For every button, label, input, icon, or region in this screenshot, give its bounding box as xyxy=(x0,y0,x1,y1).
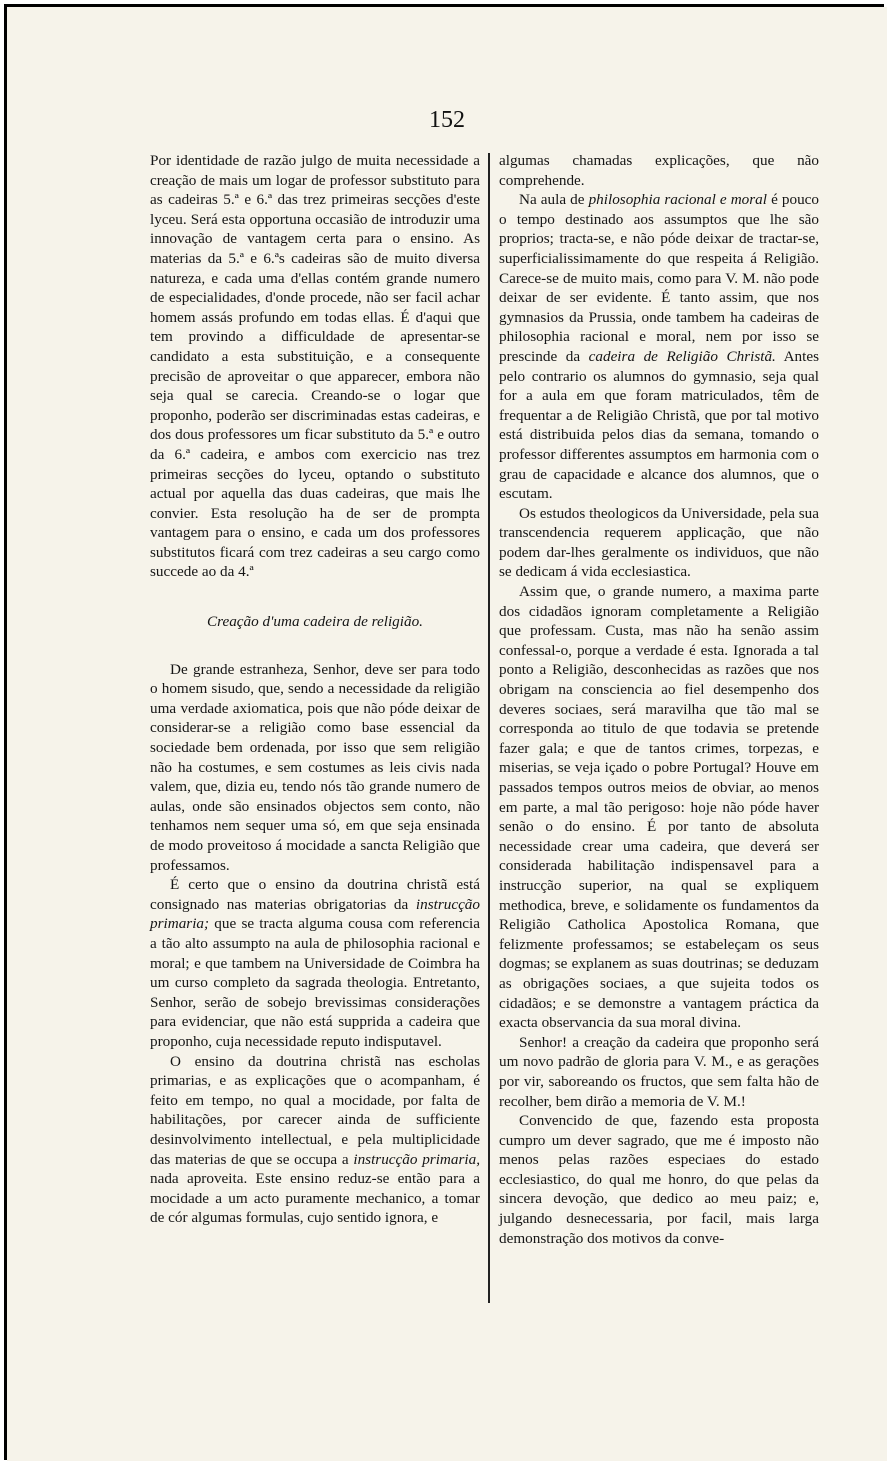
paragraph: Por identidade de razão julgo de muita necessidade a creação de mais um logar de professor substituto para as cadeiras 5.ª e 6.ª das trez primeiras secções d'este lyceu. Será esta opportuna occasião de introduzir uma innovação de vantagem certa para o ensino. As materias da 5.ª e 6.ªs cadeiras são de muito diversa natureza, e cada uma d'ellas contém grande numero de especialidades, d'onde procede, não ser facil achar homem assás profundo em todas ellas. É d'aqui que tem provindo a difficuldade de apresentar-se candidato a esta substituição, e a consequente precisão de aproveitar o que apparecer, embora não seja qual se carecia. Creando-se o logar que proponho, poderão ser discriminadas estas cadeiras, e dos dous professores um ficar substituto da 5.ª e outro da 6.ª cadeira, e ambos com exercicio nas trez primeiras secções do lyceu, optando o substituto actual por aquella das duas cadeiras, que mais lhe convier. Esta resolução ha de ser de prompta vantagem para o ensino, e cada um dos professores substitutos ficará com trez cadeiras a seu cargo como succede ao da 4.ª xyxy=(150,152,480,581)
column-divider xyxy=(488,153,490,1303)
paragraph: algumas chamadas explicações, que não comprehende. xyxy=(499,152,819,189)
paragraph: É certo que o ensino da doutrina christã está consignado nas materias obrigatorias da instrucção primaria; que se tracta alguma cousa com referencia a tão alto assumpto na aula de philosophia racional e moral; e que tambem na Universidade de Coimbra ha um curso completo da sagrada theologia. Entretanto, Senhor, serão de sobejo brevissimas considerações para evidenciar, que não está supprida a cadeira que proponho, cuja necessidade reputo indisputavel. xyxy=(150,876,481,1050)
paragraph: Assim que, o grande numero, a maxima parte dos cidadãos ignoram completamente a Religião que professam. Custa, mas não ha senão assim confessal-o, porque a verdade é esta. Ignorada a tal ponto a Religião, desconhecidas as razões que nos obrigam na consciencia ao fiel desempenho dos deveres sociaes, será maravilha que tão mal se corresponda ao titulo de que todavia se pretende fazer gala; e que de tantos crimes, torpezas, e miserias, se veja içado o pobre Portugal? Houve em passados tempos outros meios de obviar, ao menos em parte, a mal tão perigoso: hoje não póde haver senão o do ensino. É por tanto de absoluta necessidade crear uma cadeira, que deverá ser considerada habilitação indispensavel para a instrucção superior, na qual se expliquem methodica, breve, e solidamente os fundamentos da Religião Catholica Apostolica Romana, que felizmente professamos; se estabeleçam os seus dogmas; se explanem as suas doutrinas; se deduzam as obrigações sociaes, a que sujeita todos os cidadãos; e se demonstre a vantagem práctica da exacta observancia da sua moral divina. xyxy=(499,583,819,1032)
paragraph: Senhor! a creação da cadeira que proponho será um novo padrão de gloria para V. M., e as gerações por vir, saboreando os fructos, que sem falta hão de recolher, bem dirão a memoria de V. M.! xyxy=(499,1033,819,1110)
paragraph: Os estudos theologicos da Universidade, pela sua transcendencia requerem applicação, que não podem dar-lhes geralmente os individuos, que não se dedicam á vida ecclesiastica. xyxy=(499,504,819,581)
section-heading: Creação d'uma cadeira de religião. xyxy=(207,613,423,631)
scanned-page xyxy=(7,7,887,1461)
paragraph: De grande estranheza, Senhor, deve ser para todo o homem sisudo, que, sendo a necessidade da religião uma verdade axiomatica, pois que não póde deixar de considerar-se a religião como base essencial da sociedade bem ordenada, por isso que sem religião não ha costumes, e sem costumes as leis civis nada valem, que, dizia eu, tendo nós tão grande numero de aulas, onde são ensinados objectos sem conto, não tenhamos nem sequer uma só, em que seja ensinada de modo proveitoso á mocidade a sancta Religião que professamos. xyxy=(150,660,480,874)
paragraph: O ensino da doutrina christã nas escholas primarias, e as explicações que o acompanham, é feito em tempo, no qual a mocidade, por falta de habilitações, por carecer ainda de sufficiente desinvolvimento intellectual, e pela multiplicidade das materias de que se occupa a instrucção primaria, nada aproveita. Este ensino reduz-se então para a mocidade a um acto puramente mechanico, a tomar de cór algumas formulas, cujo sentido ignora, e xyxy=(150,1052,480,1227)
paragraph: Convencido de que, fazendo esta proposta cumpro um dever sagrado, que me é imposto não menos pelas razões especiaes do estado ecclesiastico, do qual me honro, do que pelas da sincera devoção, que dedico ao meu paiz; e, julgando desnecessaria, por facil, mais larga demonstração dos motivos da conve- xyxy=(499,1112,819,1247)
right-column xyxy=(499,151,819,1248)
left-column xyxy=(150,151,480,1228)
paragraph: Na aula de philosophia racional e moral é pouco o tempo destinado aos assumptos que lhe são proprios; tracta-se, e não póde deixar de tractar-se, superficialissimamente do que respeita á Religião. Carece-se de muito mais, como para V. M. não pode deixar de ser evidente. É tanto assim, que nos gymnasios da Prussia, onde tambem ha cadeiras de philosophia racional e moral, nem por isso se prescinde da cadeira de Religião Christã. Antes pelo contrario os alumnos do gymnasio, seja qual for a aula em que foram matriculados, têm de frequentar a de Religião Christã, que por tal motivo está distribuida pelos dias da semana, tomando o professor differentes assumptos em harmonia com o grau de capacidade e alcance dos alumnos, que o escutam. xyxy=(499,191,820,503)
page-number: 152 xyxy=(429,107,465,133)
